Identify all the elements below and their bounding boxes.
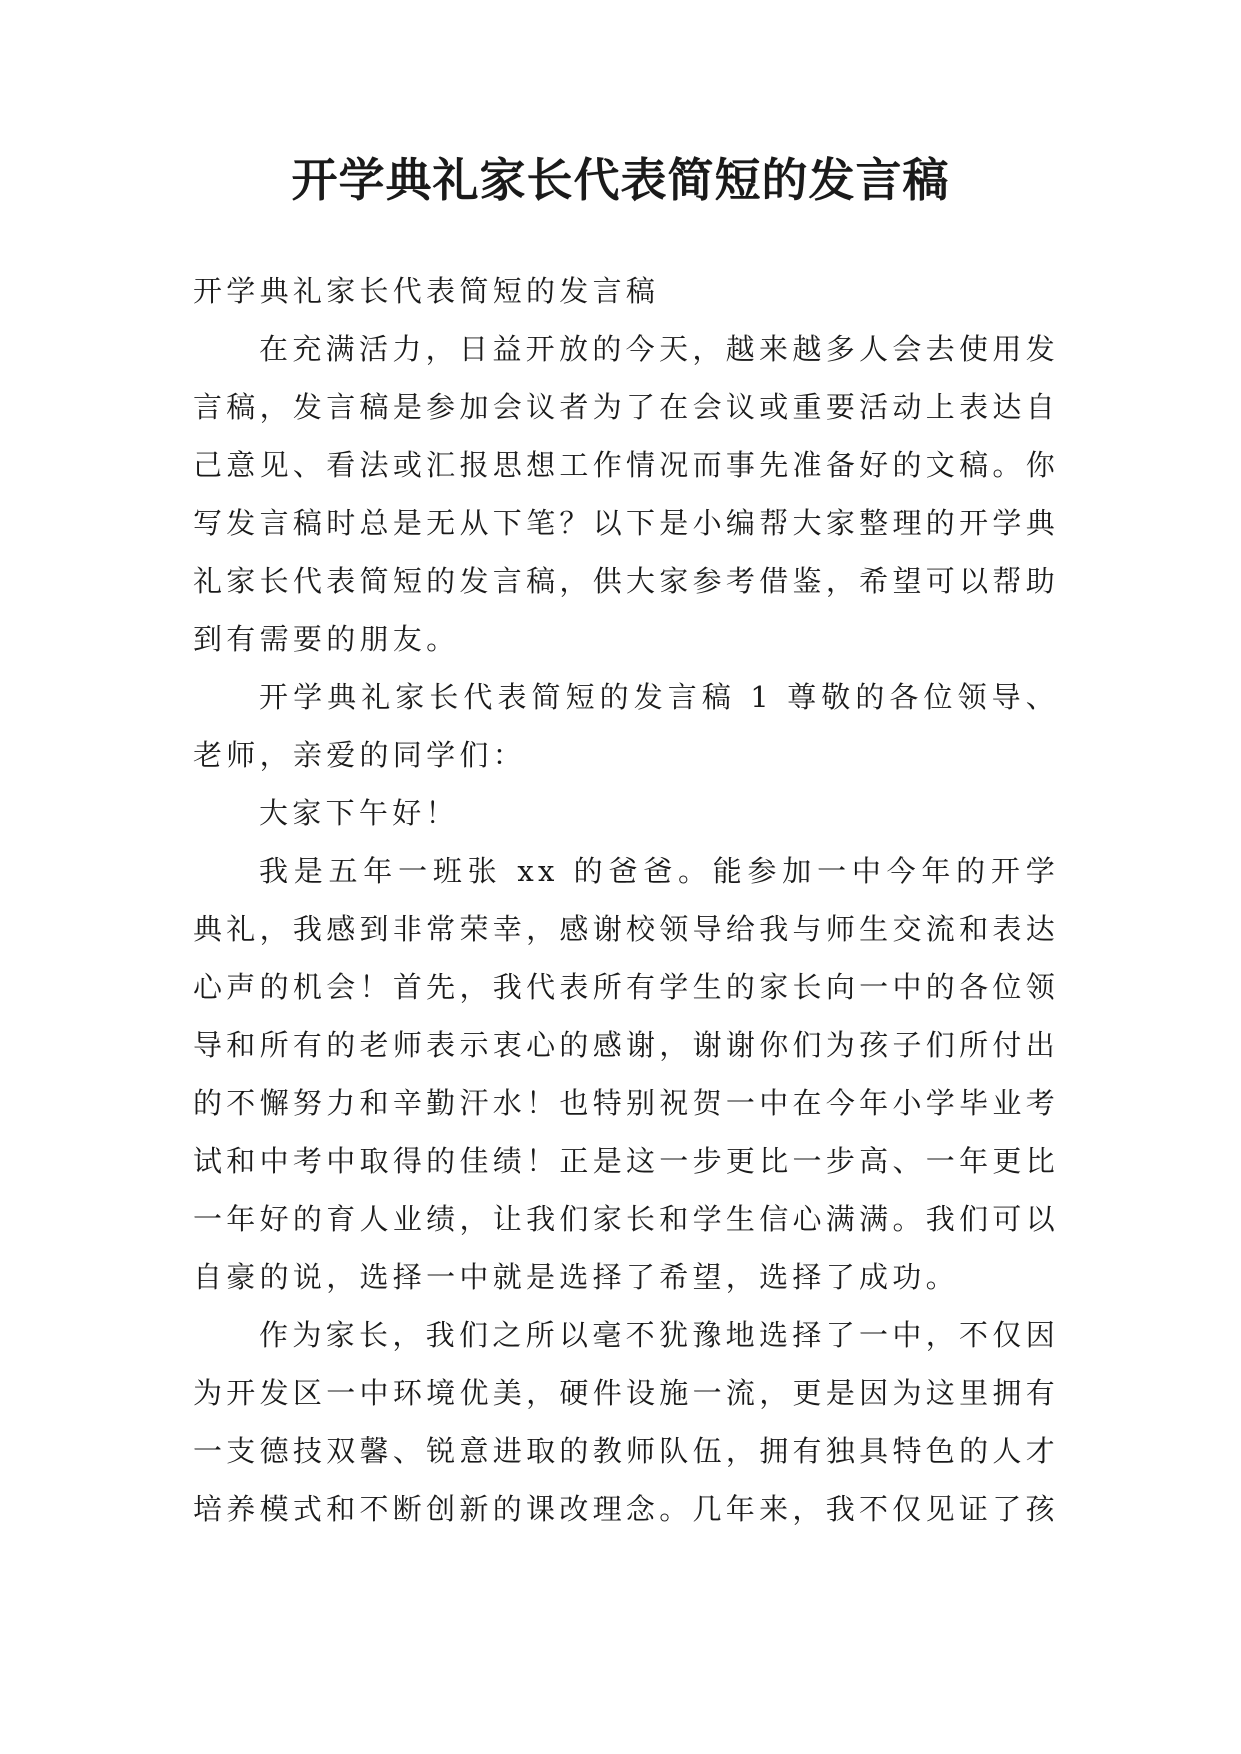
speech-heading-paragraph: 开学典礼家长代表简短的发言稿 1 尊敬的各位领导、老师，亲爱的同学们： (193, 680, 1059, 772)
body-paragraph-2: 作为家长，我们之所以毫不犹豫地选择了一中，不仅因为开发区一中环境优美，硬件设施一流，更是因为这里拥有一支德技双馨、锐意进取的教师队伍，拥有独具特色的人才培养模式和不断创新的课改理念。几年来，我不仅见证了孩 (193, 1318, 1059, 1526)
subtitle-paragraph: 开学典礼家长代表简短的发言稿 (193, 274, 660, 308)
document-title: 开学典礼家长代表简短的发言稿 (291, 153, 950, 207)
body-paragraph-1: 我是五年一班张 xx 的爸爸。能参加一中今年的开学典礼，我感到非常荣幸，感谢校领导给我与师生交流和表达心声的机会！首先，我代表所有学生的家长向一中的各位领导和所有的老师表示衷心的感谢，谢谢你们为孩子们所付出的不懈努力和辛勤汗水！也特别祝贺一中在今年小学毕业考试和中考中取得的佳绩！正是这一步更比一步高、一年更比一年好的育人业绩，让我们家长和学生信心满满。我们可以自豪的说，选择一中就是选择了希望，选择了成功。 (193, 854, 1059, 1294)
greeting-paragraph: 大家下午好！ (259, 796, 459, 830)
intro-paragraph: 在充满活力，日益开放的今天，越来越多人会去使用发言稿，发言稿是参加会议者为了在会议或重要活动上表达自己意见、看法或汇报思想工作情况而事先准备好的文稿。你写发言稿时总是无从下笔？以下是小编帮大家整理的开学典礼家长代表简短的发言稿，供大家参考借鉴，希望可以帮助到有需要的朋友。 (193, 332, 1059, 656)
document-body (193, 262, 1059, 1538)
